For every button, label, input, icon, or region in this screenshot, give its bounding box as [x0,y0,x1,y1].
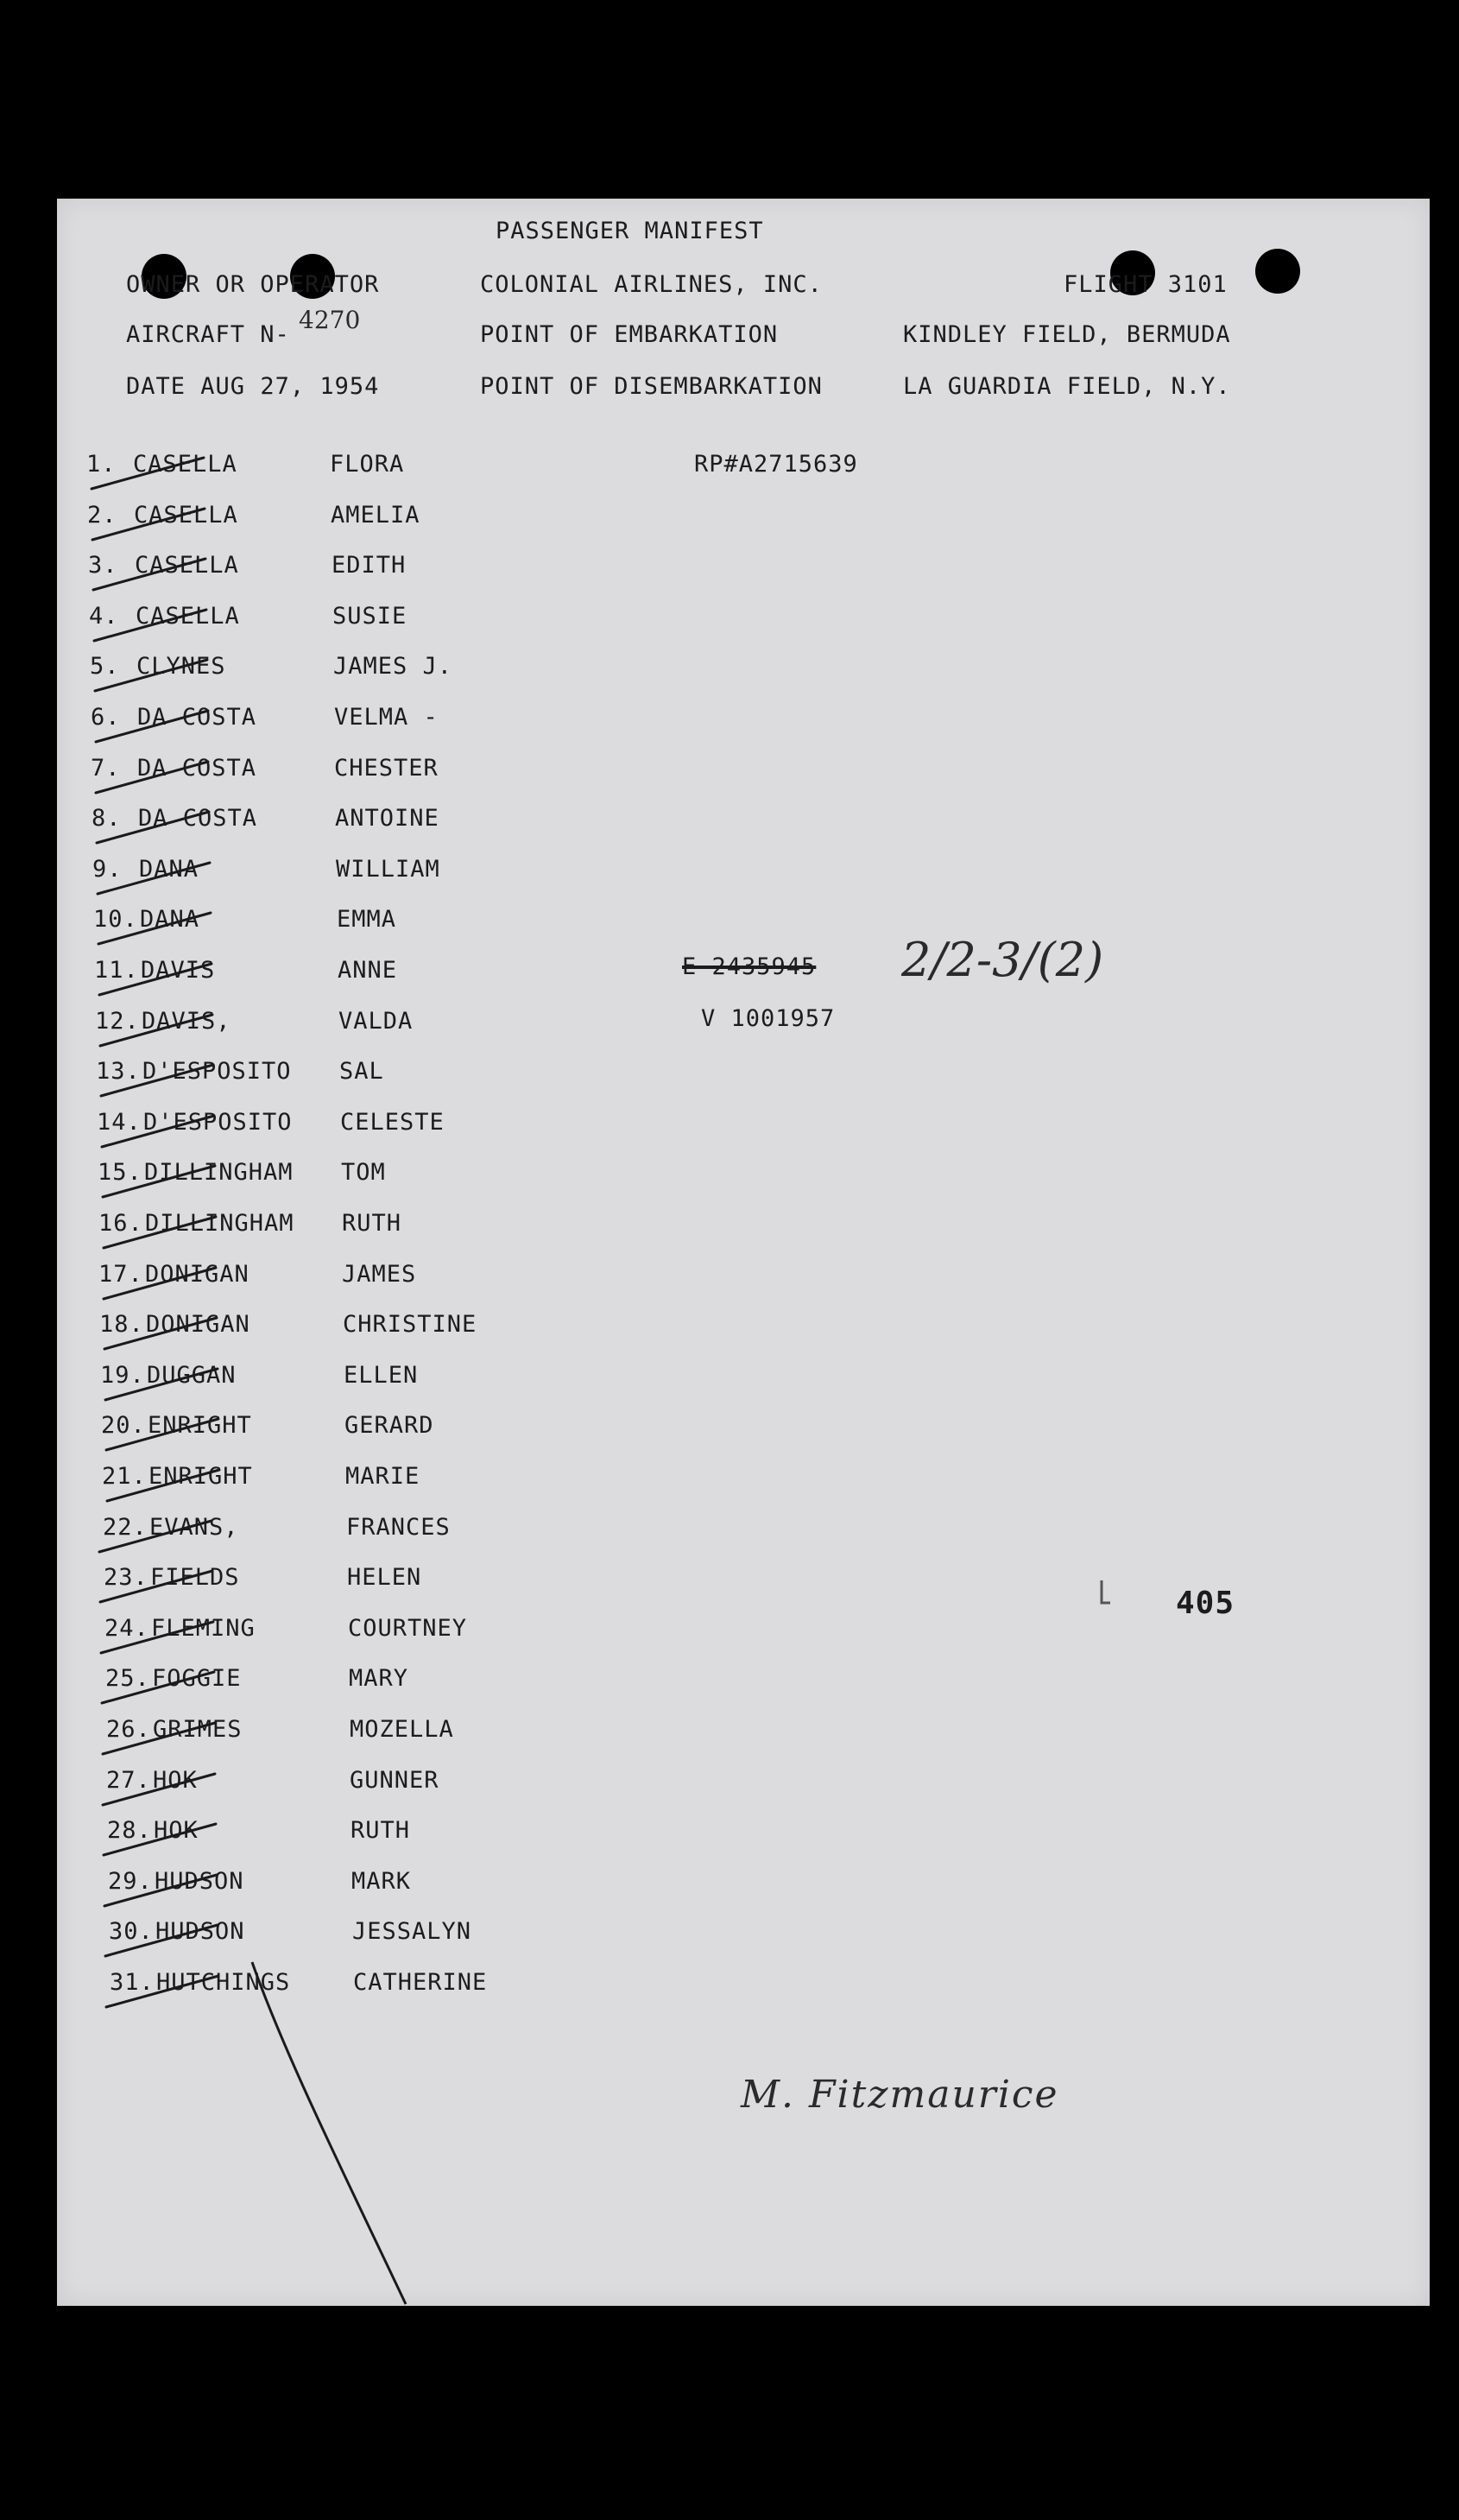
passenger-first-name: TOM [341,1159,386,1186]
passenger-first-name: VELMA - [334,704,439,731]
passenger-last-name: CASELLA [134,502,238,529]
check-mark [105,1925,218,1956]
flight-number: FLIGHT 3101 [1064,271,1228,298]
passenger-number: 6. [91,704,121,731]
passenger-last-name: DILLINGHAM [144,1159,294,1186]
passenger-first-name: COURTNEY [348,1615,468,1642]
passenger-number: 21. [102,1463,147,1490]
check-mark [100,1571,212,1602]
passenger-last-name: DA COSTA [137,704,257,731]
check-mark [92,458,204,489]
check-mark [104,1875,217,1906]
check-mark [99,964,212,995]
passenger-last-name: DANA [139,856,199,883]
embarkation-label: POINT OF EMBARKATION [480,321,779,348]
check-mark [95,660,207,691]
passenger-number: 5. [90,653,120,680]
passenger-first-name: SAL [339,1058,384,1085]
passenger-last-name: HOK [154,1817,199,1844]
airline-name: COLONIAL AIRLINES, INC. [480,271,823,298]
passenger-number: 13. [96,1058,141,1085]
signature: M. Fitzmaurice [741,2073,1059,2117]
passport-note: RP#A2715639 [694,451,858,478]
passenger-last-name: HUDSON [155,1868,244,1895]
passenger-number: 26. [106,1716,151,1743]
passenger-first-name: AMELIA [331,502,420,529]
check-mark [97,812,209,843]
check-mark [102,1116,214,1147]
check-mark [102,1672,214,1703]
page-number: 405 [1176,1586,1235,1621]
check-mark [96,762,208,793]
check-mark [106,1419,218,1450]
passenger-first-name: ELLEN [344,1362,419,1389]
passenger-first-name: JESSALYN [352,1918,472,1945]
aircraft-number: 4270 [299,306,361,334]
passenger-last-name: GRIMES [153,1716,243,1743]
passenger-number: 17. [98,1261,143,1288]
passenger-last-name: DA COSTA [138,805,258,832]
passenger-last-name: ENRIGHT [148,1412,252,1439]
passenger-last-name: FLEMING [151,1615,256,1642]
check-mark [96,711,208,742]
passenger-number: 16. [98,1210,143,1237]
visa-note: V 1001957 [701,1005,836,1032]
passenger-first-name: CHRISTINE [343,1311,477,1338]
passenger-first-name: MARIE [345,1463,420,1490]
passenger-first-name: ANTOINE [335,805,439,832]
check-mark [101,1622,213,1653]
passenger-last-name: CASELLA [133,451,237,478]
check-mark [92,509,205,540]
passenger-number: 15. [98,1159,142,1186]
passenger-number: 4. [89,603,119,630]
passenger-first-name: RUTH [342,1210,402,1237]
check-mark [104,1318,217,1349]
passenger-last-name: D'ESPOSITO [142,1058,292,1085]
passenger-first-name: EMMA [337,906,397,933]
passenger-last-name: DONIGAN [146,1311,250,1338]
passenger-number: 9. [92,856,123,883]
owner-label-text: OWNER OR OPERATOR [126,271,380,298]
date-label-text: DATE [126,373,186,400]
passenger-number: 19. [100,1362,145,1389]
passenger-last-name: ENRIGHT [148,1463,253,1490]
passenger-number: 12. [95,1008,140,1035]
passenger-first-name: MARK [351,1868,412,1895]
passenger-last-name: D'ESPOSITO [143,1109,293,1136]
passenger-number: 14. [97,1109,142,1136]
passenger-last-name: DA COSTA [137,755,257,782]
passenger-first-name: EDITH [332,552,407,579]
passenger-first-name: GERARD [344,1412,434,1439]
check-mark [103,1723,215,1754]
passenger-number: 20. [101,1412,146,1439]
passenger-last-name: DILLINGHAM [145,1210,294,1237]
passenger-first-name: JAMES [342,1261,417,1288]
check-mark [103,1166,215,1197]
check-mark [99,1521,212,1552]
passenger-number: 3. [88,552,118,579]
passenger-last-name: DUGGAN [147,1362,237,1389]
passenger-last-name: EVANS, [149,1514,239,1541]
passenger-number: 30. [109,1918,154,1945]
passenger-number: 8. [92,805,122,832]
check-mark [101,1065,213,1096]
passenger-number: 2. [87,502,117,529]
passenger-last-name: CASELLA [136,603,240,630]
passenger-number: 22. [103,1514,148,1541]
check-mark [100,1015,212,1046]
passenger-number: 23. [104,1564,148,1591]
passenger-first-name: JAMES J. [333,653,453,680]
embarkation-point: KINDLEY FIELD, BERMUDA [903,321,1231,348]
check-mark [104,1268,216,1299]
passenger-last-name: DANA [140,906,200,933]
passenger-first-name: WILLIAM [336,856,440,883]
struck-note: E 2435945 [682,953,817,980]
passenger-first-name: CELESTE [340,1109,445,1136]
passenger-number: 18. [99,1311,144,1338]
passenger-first-name: MOZELLA [350,1716,454,1743]
passenger-first-name: CHESTER [334,755,439,782]
aircraft-label-text: AIRCRAFT N- [126,321,290,348]
corner-tick [1102,1580,1110,1603]
passenger-last-name: HOK [153,1767,198,1794]
passenger-first-name: CATHERINE [353,1969,488,1996]
check-mark [103,1774,215,1805]
handwritten-note: 2/2-3/(2) [901,933,1104,987]
long-pen-stroke [252,1962,406,2304]
passenger-last-name: HUTCHINGS [156,1969,291,1996]
page-title: PASSENGER MANIFEST [496,218,764,244]
passenger-first-name: VALDA [338,1008,414,1035]
passenger-first-name: HELEN [347,1564,422,1591]
passenger-number: 29. [108,1868,153,1895]
passenger-number: 24. [104,1615,149,1642]
check-mark [105,1369,218,1400]
passenger-number: 31. [110,1969,155,1996]
disembarkation-point: LA GUARDIA FIELD, N.Y. [903,373,1231,400]
check-mark [94,610,206,641]
passenger-first-name: MARY [349,1665,409,1692]
check-mark [106,1976,218,2007]
passenger-last-name: DAVIS, [142,1008,231,1035]
passenger-number: 7. [91,755,121,782]
passenger-last-name: FOGGIE [152,1665,242,1692]
check-mark [104,1217,216,1248]
check-mark [98,913,211,944]
passenger-number: 28. [107,1817,152,1844]
passenger-last-name: CLYNES [136,653,226,680]
passenger-last-name: CASELLA [135,552,239,579]
passenger-first-name: RUTH [351,1817,411,1844]
check-mark [98,863,210,894]
passenger-first-name: FRANCES [346,1514,451,1541]
passenger-number: 27. [106,1767,151,1794]
passenger-last-name: DAVIS [141,957,216,984]
passenger-number: 11. [94,957,139,984]
passenger-last-name: DONIGAN [145,1261,249,1288]
disembarkation-label: POINT OF DISEMBARKATION [480,373,823,400]
passenger-first-name: GUNNER [350,1767,439,1794]
check-mark [107,1470,219,1501]
passenger-last-name: FIELDS [150,1564,240,1591]
passenger-last-name: HUDSON [155,1918,245,1945]
date-value: AUG 27, 1954 [200,373,380,400]
passenger-first-name: SUSIE [332,603,407,630]
passenger-number: 25. [105,1665,150,1692]
passenger-number: 10. [93,906,138,933]
passenger-number: 1. [86,451,117,478]
check-mark [104,1824,216,1855]
check-mark [93,559,205,590]
passenger-first-name: FLORA [330,451,405,478]
passenger-first-name: ANNE [338,957,398,984]
